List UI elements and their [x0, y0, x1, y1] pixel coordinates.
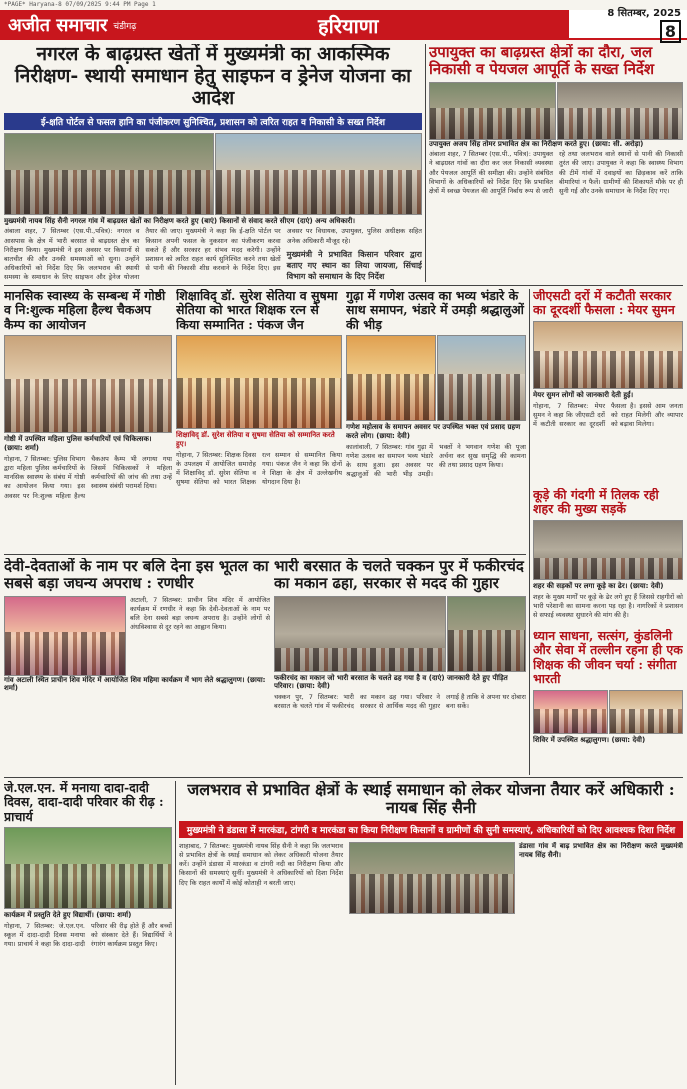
mental-health-headline: मानसिक स्वास्थ्य के सम्बन्ध में गोष्ठी व नि:शुल्क महिला हैल्थ चैकअप कैम्प का आयोजन — [4, 289, 166, 332]
dc-visit-caption — [429, 140, 683, 149]
sacrifice-headline: देवी-देवताओं के नाम पर बलि देना इस भूतल का सबसे बड़ा जघन्य अपराध : रणधीर — [4, 558, 269, 593]
meditation-photos — [533, 690, 683, 734]
column-rule-bottom — [175, 781, 176, 1085]
ganesh-utsav-story — [346, 289, 526, 551]
print-slug: *PAGE* Haryana-8 07/09/2025 9:44 PM Page 1 — [4, 1, 156, 8]
teacher-award-headline: शिक्षाविद् डॉ. सुरेश सेतिया व सुषमा सेतिया को भारत शिक्षक रत्न से किया सम्मानित : पंकज जैन — [176, 289, 338, 332]
mental-health-story — [4, 289, 172, 551]
masthead — [0, 10, 687, 40]
row-rule — [4, 285, 683, 286]
sacrifice-caption: गांव अटाली स्थित प्राचीन शिव मंदिर में आयोजित शिव महिमा कार्यक्रम में भाग लेते श्रद्धालुगण। (छाया: शर्मा) — [4, 675, 266, 693]
dc-photo-left — [429, 82, 556, 140]
house-collapse-body: चक्कन पुर, 7 सितम्बर: भारी बरसात के चलते गांव में फकीरचंद का मकान ढह गया। परिवार ने सरकार से आर्थिक मदद की गुहार लगाई है ताकि वे अपना घर दोबारा बना सकें। — [274, 693, 526, 711]
column-rule-right — [529, 289, 530, 775]
row-rule-3 — [4, 777, 683, 778]
date-box — [569, 10, 687, 40]
lead-story — [4, 44, 422, 282]
dc-visit-headline: उपायुक्त का बाढ़ग्रस्त क्षेत्रों का दौरा, जल निकासी व पेयजल आपूर्ति के सख्त निर्देश — [429, 44, 655, 79]
garbage-body: शहर के मुख्य मार्गों पर कूड़े के ढेर लगे हुए हैं जिससे राहगीरों को भारी परेशानी का सामना करना पड़ रहा है। नागरिकों ने प्रशासन से सफाई व्यवस्था सुधारने की मांग की है। — [533, 592, 683, 619]
teacher-award-photo — [176, 335, 342, 429]
newspaper-logo — [0, 10, 158, 40]
teacher-award-body: गोहाना, 7 सितम्बर: शिक्षक दिवस के उपलक्ष्य में आयोजित समारोह में शिक्षाविद् डॉ. सुरेश सेतिया व सुषमा सेतिया को भारत शिक्षक रत्न सम्मान से सम्मानित किया गया। पंकज जैन ने कहा कि दोनों ने शिक्षा के क्षेत्र में उल्लेखनीय योगदान दिया है। — [176, 450, 342, 487]
garbage-headline: कूड़े की गंदगी में तिलक रही शहर की मुख्य सड़कें — [533, 488, 659, 517]
dc-visit-photos — [429, 82, 683, 140]
lead-headline: नगरल के बाढ़ग्रस्त खेतों में मुख्यमंत्री का आकस्मिक निरीक्षण- स्थायी समाधान हेतु साइफन व ड्रेनेज योजना का आदेश — [14, 44, 412, 109]
dc-caption-credit: (छाया: सी. अरोड़ा) — [591, 139, 644, 148]
ganesh-photos — [346, 335, 526, 421]
sacrifice-body-top: अटाली, 7 सितम्बर: प्राचीन शिव मंदिर में आयोजित कार्यक्रम में रणधीर ने कहा कि देवी-देवताओं के नाम पर बलि देना सबसे बड़ा जघन्य अपराध है। उन्होंने लोगों से अंधविश्वास से दूर रहने का आह्वान किया। — [130, 595, 270, 632]
ganesh-utsav-headline: गुढ़ा में गणेश उत्सव का भव्य भंडारे के साथ समापन, भंडारे में उमड़ी श्रद्धालुओं की भीड़ — [346, 289, 524, 332]
garbage-caption: शहर की सड़कों पर लगा कूड़े का ढेर। (छाया: देवी) — [533, 581, 664, 590]
mental-health-body: गोहाना, 7 सितम्बर: पुलिस विभाग द्वारा महिला पुलिस कर्मचारियों के मानसिक स्वास्थ्य के संबंध में गोष्ठी का आयोजन किया गया। इस अवसर पर नि:शुल्क महिला हैल्थ चैकअप कैम्प भी लगाया गया जिसमें चिकित्सकों ने महिला कर्मचारियों की जांच की तथा उन्हें स्वास्थ्य संबंधी परामर्श दिया। — [4, 454, 172, 500]
dc-caption-text: उपायुक्त अजय सिंह तोमर प्रभावित क्षेत्र का निरीक्षण करते हुए। — [429, 139, 590, 148]
gst-caption: मेयर सुमन लोगों को जानकारी देती हुईं। — [533, 390, 634, 399]
garbage-photo — [533, 520, 683, 580]
waterlogging-body — [179, 842, 683, 1062]
gst-body: गोहाना, 7 सितम्बर: मेयर सुमन ने कहा कि जीएसटी दरों में कटौती सरकार का दूरदर्शी फैसला है। इससे आम जनता को राहत मिलेगी और व्यापार को बढ़ावा मिलेगा। — [533, 401, 683, 428]
teacher-award-caption: शिक्षाविद् डॉ. सुरेश सेतिया व सुषमा सेतिया को सम्मानित करते हुए। — [176, 431, 335, 448]
dc-visit-body: अंबाला शहर, 7 सितम्बर (एस.पी., पवित्र): उपायुक्त ने बाढ़ग्रस्त गांवों का दौरा कर जल निकासी व्यवस्था और पेयजल आपूर्ति की समीक्षा की। उन्होंने संबंधित विभागों के अधिकारियों को निर्देश दिए कि प्रभावित क्षेत्रों में स्वच्छ पेयजल की आपूर्ति निर्बाध रूप से जारी रहे तथा जलभराव वाले स्थानों से पानी की निकासी तुरंत की जाए। उपायुक्त ने कहा कि स्वास्थ्य विभाग की टीमें गांवों में दवाइयों का छिड़काव करें ताकि बीमारियां न फैलें। ग्रामीणों की शिकायतें मौके पर ही सुनी गईं और उनके समाधान के निर्देश दिए गए। — [429, 150, 683, 196]
dc-visit-story — [429, 44, 683, 282]
section-title: हरियाणा — [158, 10, 569, 40]
ganesh-utsav-caption: गणेश महोत्सव के समापन अवसर पर उपस्थित भक्त एवं प्रसाद ग्रहण करते लोग। (छाया: देवी) — [346, 423, 521, 440]
sacrifice-photo — [4, 596, 126, 676]
waterlogging-caption: डंडासा गांव में बाढ़ प्रभावित क्षेत्र का निरीक्षण करते मुख्यमंत्री नायब सिंह सैनी। — [519, 841, 683, 859]
mental-health-photo — [4, 335, 172, 433]
dc-photo-right — [557, 82, 683, 140]
grandparents-day-story — [4, 781, 172, 1085]
collapsed-house-photo — [274, 596, 446, 672]
waterlogging-strapline: मुख्यमंत्री ने डंडासा में मारकंडा, टांगरी व मारकंडा का किया निरीक्षण किसानों व ग्रामीणों की सुनी समस्याएं, अधिकारियों को दिए आवश्यक दिशा निर्देश — [179, 821, 683, 838]
lead-subhead: मुख्यमंत्री ने प्रभावित किसान परिवार द्वारा बताए गए स्थान का लिया जायजा, सिंचाई विभाग को समाधान के दिए निर्देश — [286, 248, 422, 282]
grandparents-headline: जे.एल.एन. में मनाया दादा-दादी दिवस, दादा-दादी परिवार की रीढ़ : प्राचार्य — [4, 781, 164, 824]
grandparents-caption: कार्यक्रम में प्रस्तुति देते हुए विद्यार्थी। (छाया: शर्मा) — [4, 911, 132, 920]
ganesh-photo-right — [437, 335, 526, 421]
waterlogging-story — [179, 781, 683, 1085]
house-collapse-photos — [274, 596, 526, 672]
lead-body — [4, 227, 422, 282]
waterlogging-body-text: शाहाबाद, 7 सितम्बर: मुख्यमंत्री नायब सिंह सैनी ने कहा कि जलभराव से प्रभावित क्षेत्रों के स्थाई समाधान को लेकर अधिकारी योजना तैयार करें। उन्होंने डंडासा में मारकंडा व टांगरी नदी का निरीक्षण किया और किसानों की समस्याएं सुनीं। मुख्यमंत्री ने अधिकारियों को दिशा निर्देश दिए कि राहत कार्यों में कोई कोताही न बरती जाए। — [179, 841, 343, 887]
waterlogging-photo — [349, 842, 515, 914]
grandparents-body: गोहाना, 7 सितम्बर: जे.एल.एन. स्कूल में दादा-दादी दिवस मनाया गया। प्राचार्य ने कहा कि दादा-दादी परिवार की रीढ़ होते हैं और बच्चों को संस्कार देते हैं। विद्यार्थियों ने रंगारंग कार्यक्रम प्रस्तुत किए। — [4, 921, 172, 949]
meditation-caption: शिविर में उपस्थित श्रद्धालुगण। (छाया: देवी) — [533, 735, 646, 744]
lead-body-text: अंबाला शहर, 7 सितम्बर (एस.पी.,पवित्र): नगरल व आसपास के क्षेत्र में भारी बरसात से बाढ़ग्रस्त क्षेत्र का निरीक्षण किया। मुख्यमंत्री ने इस अवसर पर किसानों से बातचीत की और उनकी समस्याओं को सुना। उन्होंने अधिकारियों को निर्देश दिए कि जलभराव की स्थायी समस्या के समाधान के लिए साइफन और ड्रेनेज योजना तैयार की जाए। मुख्यमंत्री ने कहा कि ई-क्षति पोर्टल पर किसान अपनी फसल के नुकसान का पंजीकरण करवा सकते हैं और सरकार हर संभव मदद करेगी। उन्होंने प्रशासन को त्वरित राहत कार्य सुनिश्चित करने तथा खेतों से पानी की निकासी शीघ्र करवाने के निर्देश दिए। इस अवसर पर विधायक, उपायुक्त, पुलिस अधीक्षक सहित अनेक अधिकारी मौजूद रहे। — [4, 227, 422, 282]
page-number: 8 — [660, 20, 681, 43]
lead-photo-right — [215, 133, 422, 215]
gst-story — [533, 289, 683, 485]
lead-strapline: ई-क्षति पोर्टल से फसल हानि का पंजीकरण सुनिश्चित, प्रशासन को त्वरित राहत व निकासी के सख्त निर्देश — [4, 113, 422, 130]
issue-date: 8 सितम्बर, 2025 — [607, 8, 681, 19]
gst-photo — [533, 321, 683, 389]
house-collapse-caption: फकीरचंद का मकान जो भारी बरसात के चलते ढह गया है व (दाएं) जानकारी देते हुए पीड़ित परिवार। (छाया: देवी) — [274, 673, 508, 691]
family-photo — [447, 596, 526, 672]
logo-text: अजीत समाचार — [8, 15, 108, 36]
meditation-photo-right — [609, 690, 683, 734]
lead-photo-left — [4, 133, 214, 215]
meditation-story — [533, 629, 683, 775]
edition-city: चंडीगढ़ — [113, 21, 137, 32]
house-collapse-headline: भारी बरसात के चलते चक्कन पुर में फकीरचंद का मकान ढहा, सरकार से मदद की गुहार — [274, 558, 524, 593]
ganesh-photo-left — [346, 335, 436, 421]
gst-headline: जीएसटी दरों में कटौती सरकार का दूरदर्शी फैसला : मेयर सुमन — [533, 289, 675, 318]
row-rule-2 — [4, 554, 526, 555]
lead-photos — [4, 133, 422, 215]
teacher-award-story — [176, 289, 342, 551]
grandparents-photo — [4, 827, 172, 909]
meditation-photo-left — [533, 690, 608, 734]
waterlogging-headline: जलभराव से प्रभावित क्षेत्रों के स्थाई समाधान को लेकर योजना तैयार करें अधिकारी : नायब सिंह सैनी — [187, 781, 675, 818]
house-collapse-story — [274, 558, 526, 773]
lead-photo-caption: मुख्यमंत्री नायब सिंह सैनी नगरल गांव में बाढ़ग्रस्त खेतों का निरीक्षण करते हुए (बाएं) किसानों से संवाद करते सीएम (दाएं) अन्य अधिकारी। — [4, 216, 355, 225]
garbage-story — [533, 488, 683, 626]
sacrifice-story — [4, 558, 270, 773]
column-rule — [425, 44, 426, 282]
ganesh-utsav-body: कालांवाली, 7 सितम्बर: गांव गुढ़ा में गणेश उत्सव का समापन भव्य भंडारे के साथ हुआ। इस अवसर पर श्रद्धालुओं की भारी भीड़ उमड़ी। भक्तों ने भगवान गणेश की पूजा अर्चना कर सुख समृद्धि की कामना की तथा प्रसाद ग्रहण किया। — [346, 442, 526, 479]
meditation-headline: ध्यान साधना, सत्संग, कुंडलिनी और सेवा में तल्लीन रहना ही एक शिक्षक की जीवन चर्या : संगीता भारती — [533, 629, 683, 687]
mental-health-caption: गोष्ठी में उपस्थित महिला पुलिस कर्मचारियों एवं चिकित्सक। (छाया: शर्मा) — [4, 435, 152, 452]
